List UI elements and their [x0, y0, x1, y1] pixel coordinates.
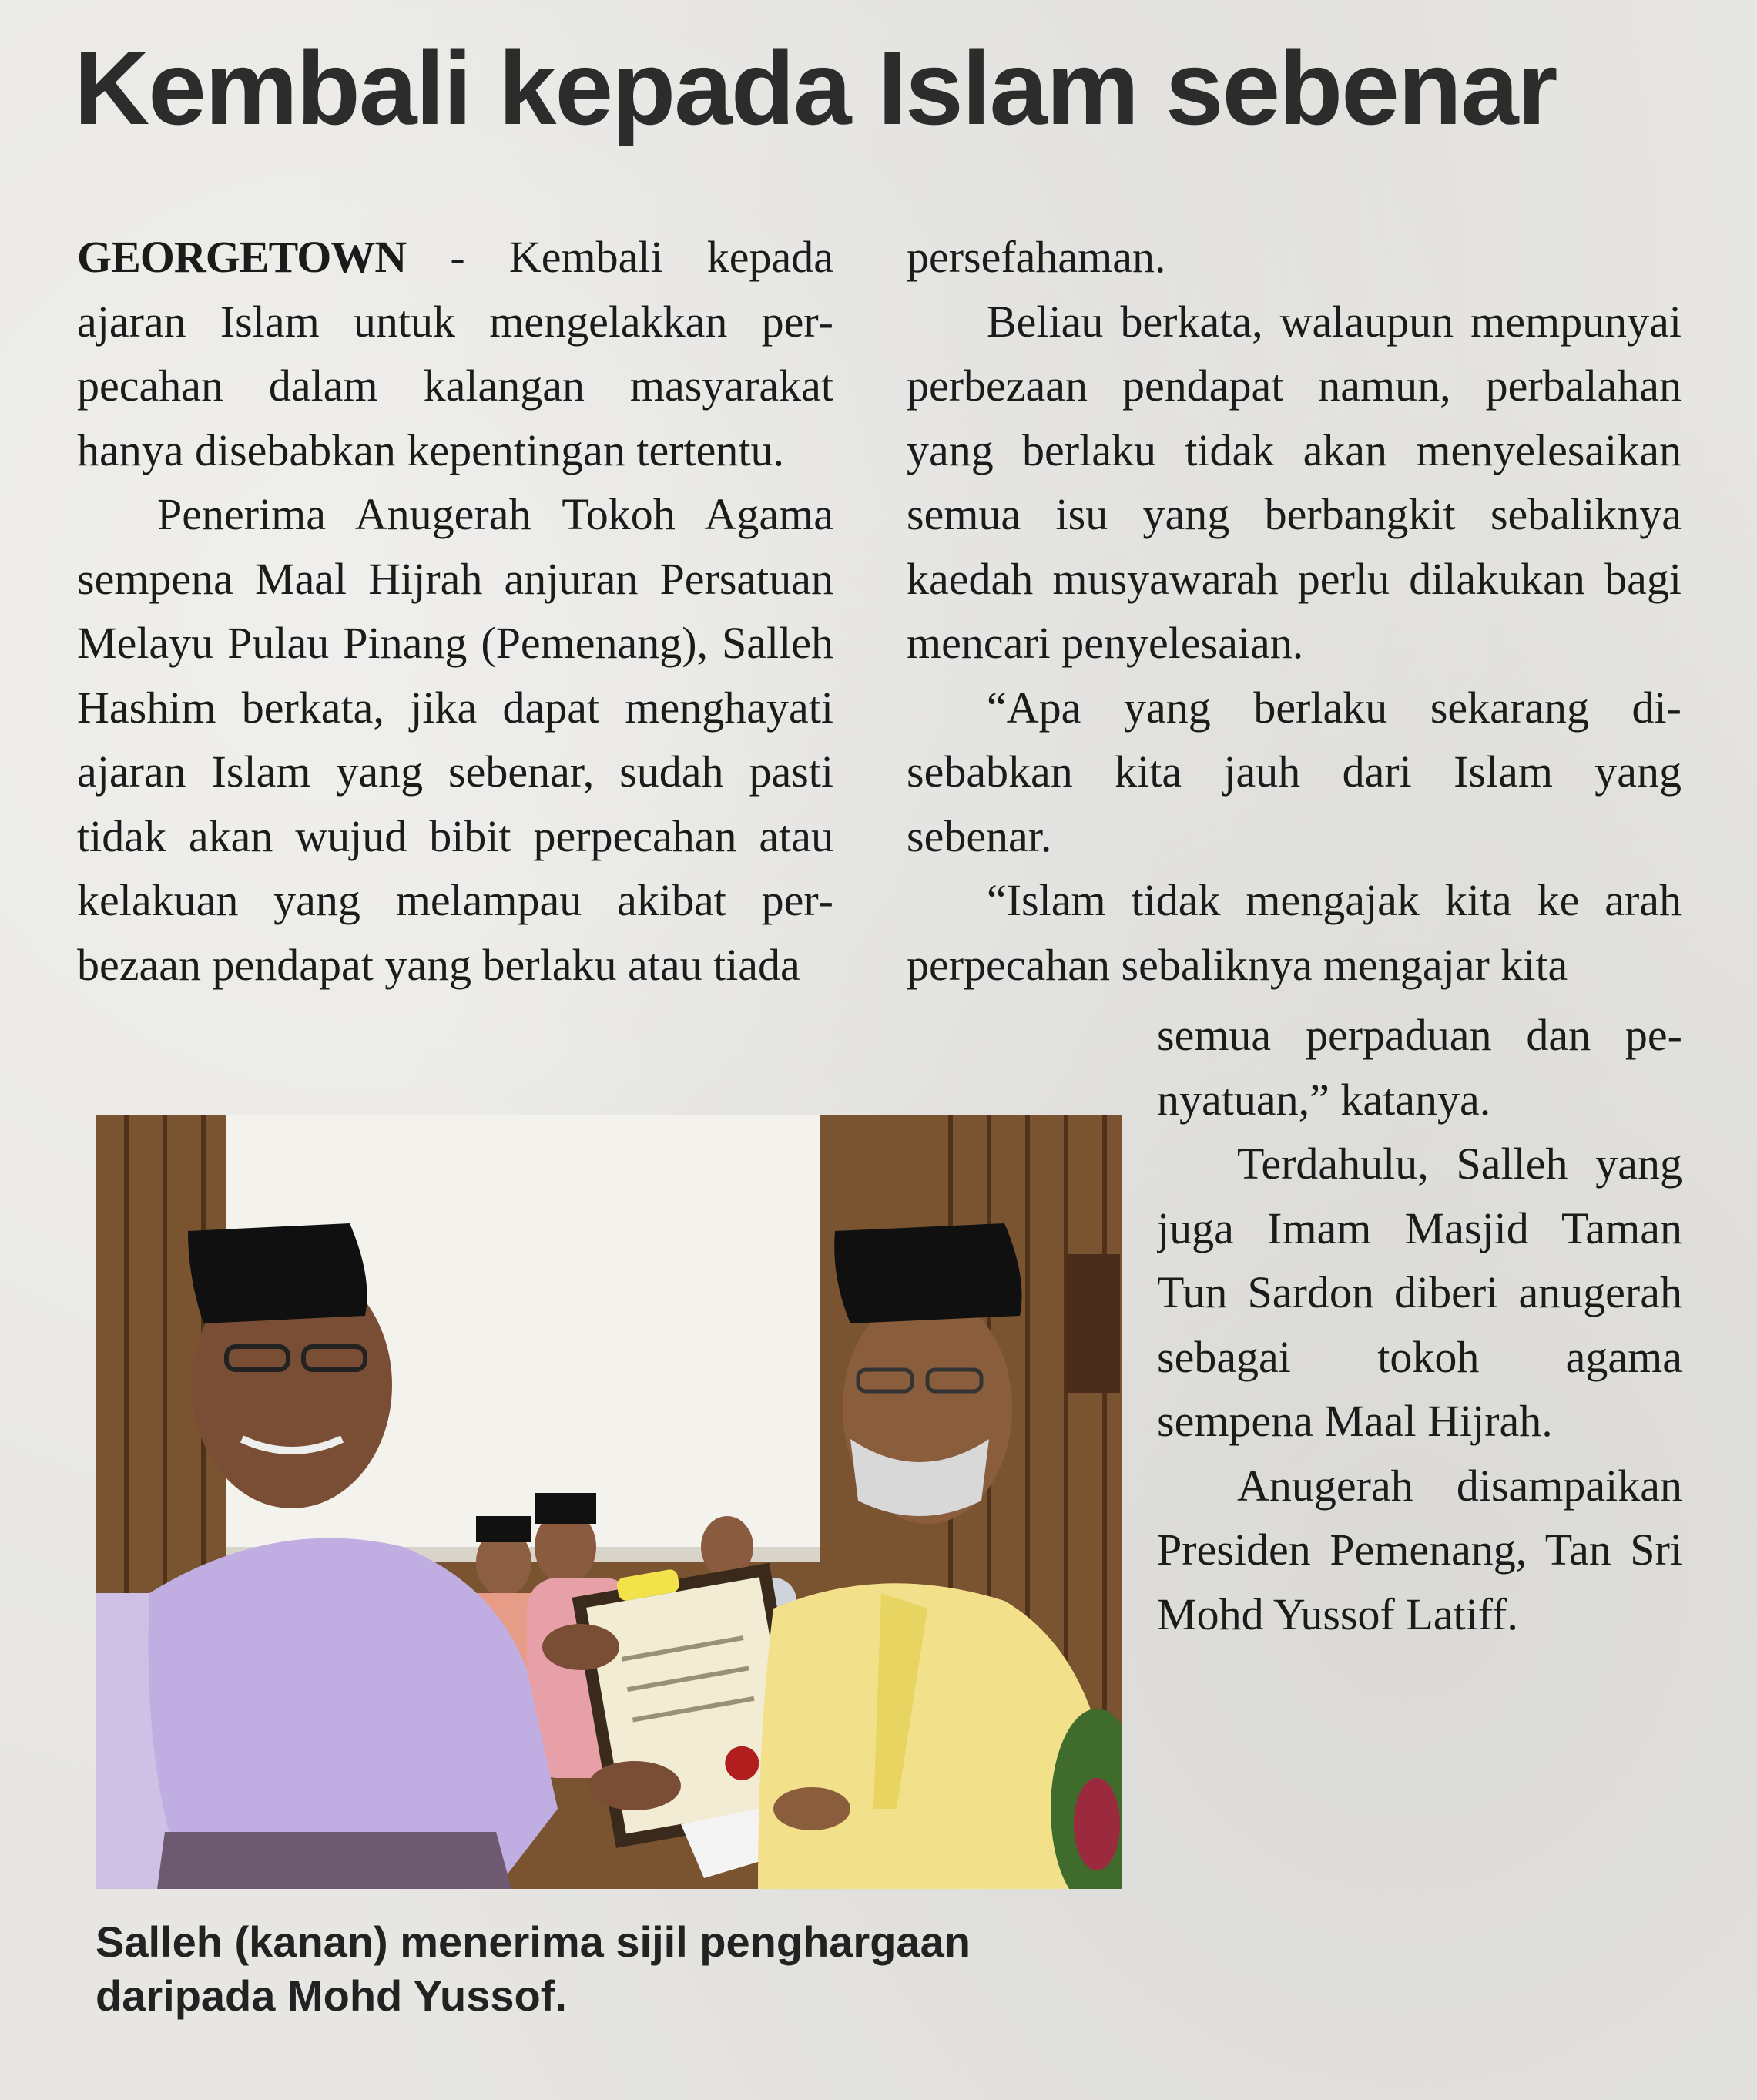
paragraph-continued: persefahaman. — [907, 232, 1166, 282]
lead-text: - Kembali kepada ajaran Islam untuk mengelakkan perpecahan dalam kalangan masyarakat hanya disebabkan kepentingan tertentu. — [77, 232, 833, 475]
paragraph: Beliau berkata, walaupun mempunyai perbezaan pendapat namun, perbalahan yang berlaku tidak akan menyelesaikan semua isu yang berbangkit sebaliknya kaedah musyawarah perlu dilakukan bagi mencari penyelesaian. — [907, 296, 1682, 668]
paragraph: Terdahulu, Salleh yang juga Imam Masjid Taman Tun Sardon diberi anugerah sebagai tokoh agama sempena Maal Hijrah. — [1157, 1139, 1682, 1446]
caption-line: daripada Mohd Yussof. — [96, 1971, 567, 2020]
award-ceremony-photo — [96, 1115, 1122, 1889]
article-column-1 — [77, 225, 833, 1012]
caption-line: Salleh (kanan) menerima sijil penghargaan — [96, 1917, 971, 1966]
paragraph-lead — [77, 225, 833, 482]
paragraph: “Apa yang berlaku sekarang disebabkan kita jauh dari Islam yang sebenar. — [907, 682, 1682, 861]
paragraph: Penerima Anugerah Tokoh Agama sempena Maal Hijrah anjuran Persatuan Melayu Pulau Pinang (Pemenang), Salleh Hashim berkata, jika dapat menghayati ajaran Islam yang sebenar, sudah pasti tidak akan wujud bibit perpecahan atau kelakuan yang melampau akibat perbezaan pendapat yang berlaku atau tiada — [77, 489, 833, 990]
paragraph-continued: semua perpaduan dan penyatuan,” katanya. — [1157, 1010, 1682, 1125]
photo-caption — [96, 1915, 1174, 2023]
dateline: GEORGETOWN — [77, 232, 407, 282]
news-photo — [96, 1115, 1122, 1889]
article-column-2 — [907, 225, 1682, 1042]
headline: Kembali kepada Islam sebenar — [74, 29, 1557, 146]
article-column-3 — [1157, 1003, 1682, 2039]
paragraph: “Islam tidak mengajak kita ke arah perpecahan sebaliknya mengajar kita — [907, 875, 1682, 990]
paragraph: Anugerah disampaikan Presiden Pemenang, Tan Sri Mohd Yussof Latiff. — [1157, 1460, 1682, 1639]
